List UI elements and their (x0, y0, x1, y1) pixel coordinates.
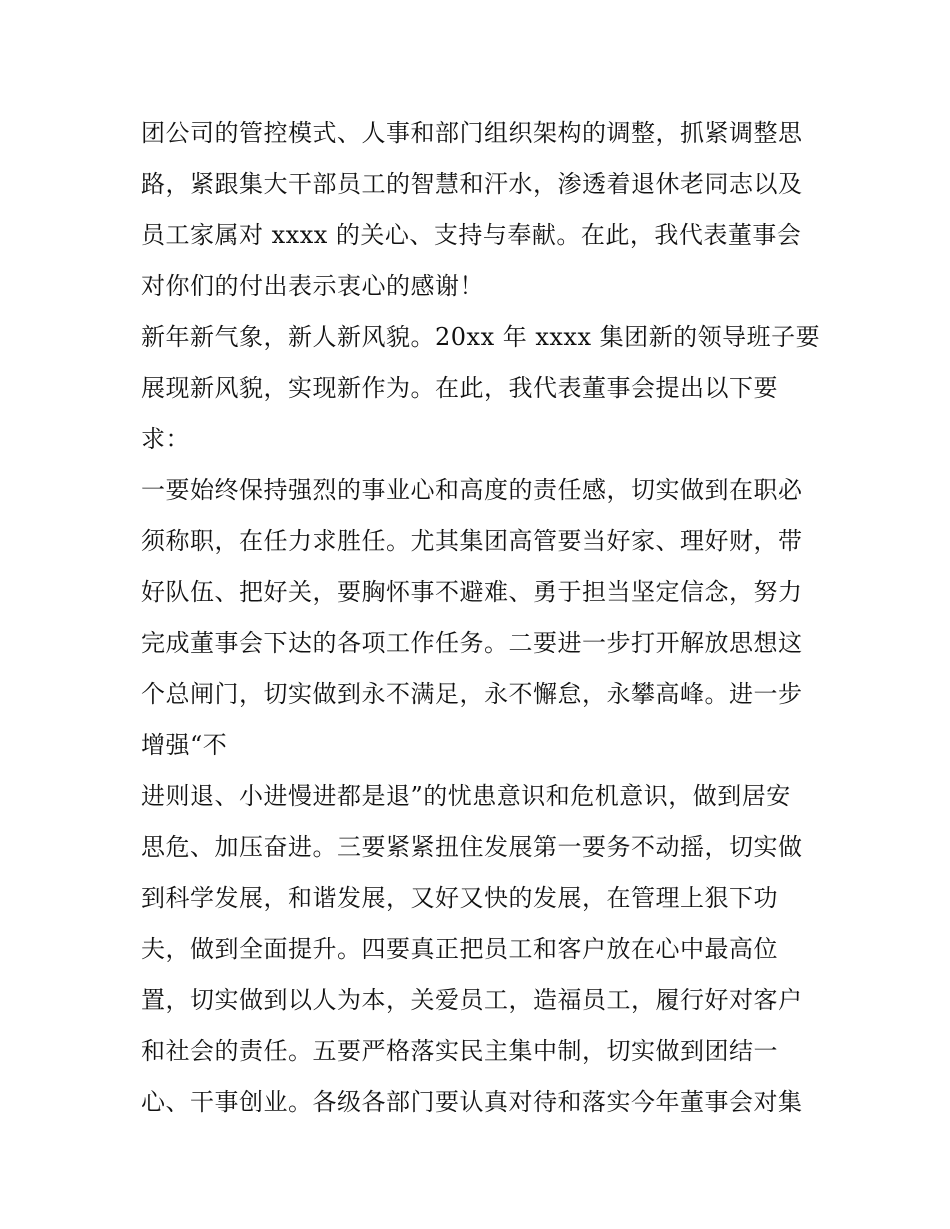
text-line: 进则退、小进慢进都是退”的忧患意识和危机意识，做到居安 (141, 782, 791, 810)
text-line: 和社会的责任。五要严格落实民主集中制，切实做到团结一 (141, 1037, 778, 1065)
text-line: 新年新气象，新人新风貌。20xx 年 xxxx 集团新的领导班子要 (141, 323, 821, 351)
text-line: 心、干事创业。各级各部门要认真对待和落实今年董事会对集 (141, 1088, 803, 1116)
text-line: 个总闸门，切实做到永不满足，永不懈怠，永攀高峰。进一步 (141, 680, 803, 708)
text-line: 对你们的付出表示衷心的感谢！ (141, 272, 484, 300)
document-body (141, 108, 821, 1128)
text-line: 团公司的管控模式、人事和部门组织架构的调整，抓紧调整思 (141, 119, 803, 147)
text-line: 员工家属对 xxxx 的关心、支持与奉献。在此，我代表董事会 (141, 221, 802, 249)
text-line: 增强“不 (141, 731, 228, 759)
text-line: 路，紧跟集大干部员工的智慧和汗水，渗透着退休老同志以及 (141, 170, 803, 198)
text-line: 置，切实做到以人为本，关爱员工，造福员工，履行好对客户 (141, 986, 803, 1014)
text-line: 到科学发展，和谐发展，又好又快的发展，在管理上狠下功 (141, 884, 778, 912)
text-line: 一要始终保持强烈的事业心和高度的责任感，切实做到在职必 (141, 476, 803, 504)
text-line: 须称职，在任力求胜任。尤其集团高管要当好家、理好财，带 (141, 527, 803, 555)
text-line: 求： (141, 425, 190, 453)
text-line: 夫，做到全面提升。四要真正把员工和客户放在心中最高位 (141, 935, 778, 963)
text-line: 完成董事会下达的各项工作任务。二要进一步打开解放思想这 (141, 629, 803, 657)
text-line: 展现新风貌，实现新作为。在此，我代表董事会提出以下要 (141, 374, 778, 402)
text-line: 思危、加压奋进。三要紧紧扭住发展第一要务不动摇，切实做 (141, 833, 803, 861)
text-line: 好队伍、把好关，要胸怀事不避难、勇于担当坚定信念，努力 (141, 578, 803, 606)
